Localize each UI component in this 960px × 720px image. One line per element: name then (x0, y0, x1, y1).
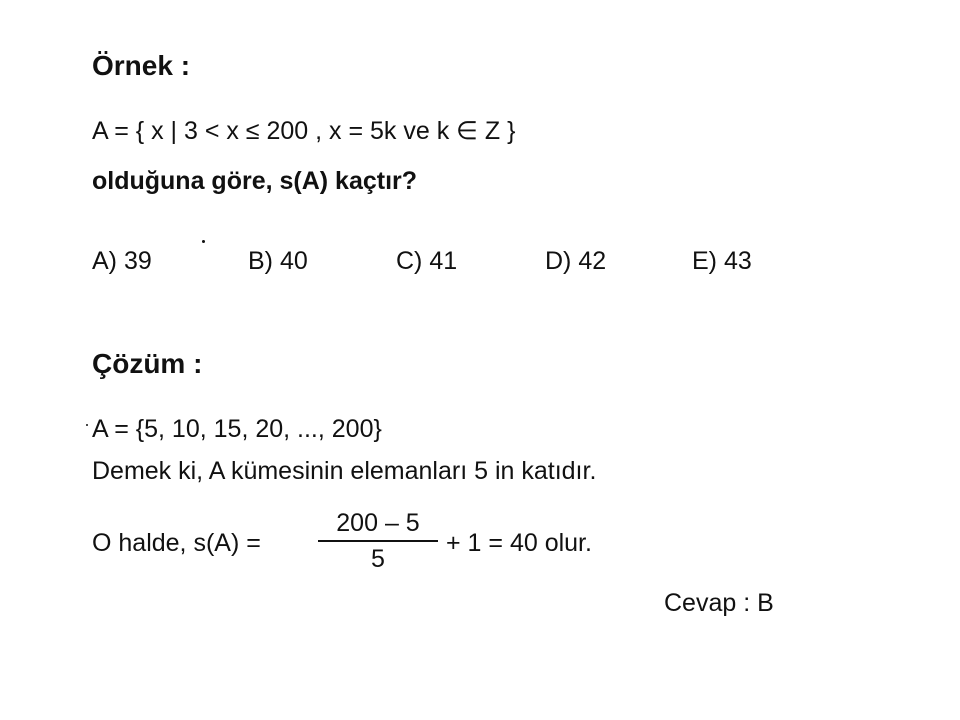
example-heading: Örnek : (92, 50, 191, 81)
option-a: A) 39 (92, 247, 152, 275)
option-c: C) 41 (396, 247, 458, 275)
scan-speck (202, 240, 205, 243)
fraction (318, 508, 438, 574)
scan-speck (86, 424, 88, 426)
formula-prefix: O halde, s(A) = (92, 529, 261, 557)
answer-text: Cevap : B (664, 589, 774, 617)
solution-heading: Çözüm : (92, 348, 203, 379)
option-d: D) 42 (545, 247, 607, 275)
fraction-bar (318, 540, 438, 542)
formula-suffix: + 1 = 40 olur. (446, 529, 592, 557)
set-listing: A = {5, 10, 15, 20, ..., 200} (92, 415, 382, 443)
option-b: B) 40 (248, 247, 308, 275)
fraction-numerator: 200 – 5 (336, 509, 420, 537)
question-text: olduğuna göre, s(A) kaçtır? (92, 167, 418, 195)
set-definition: A = { x | 3 < x ≤ 200 , x = 5k ve k ∈ Z } (92, 117, 516, 145)
option-e: E) 43 (692, 247, 752, 275)
fraction-denominator: 5 (371, 545, 385, 573)
explanation-text: Demek ki, A kümesinin elemanları 5 in katıdır. (92, 457, 597, 485)
